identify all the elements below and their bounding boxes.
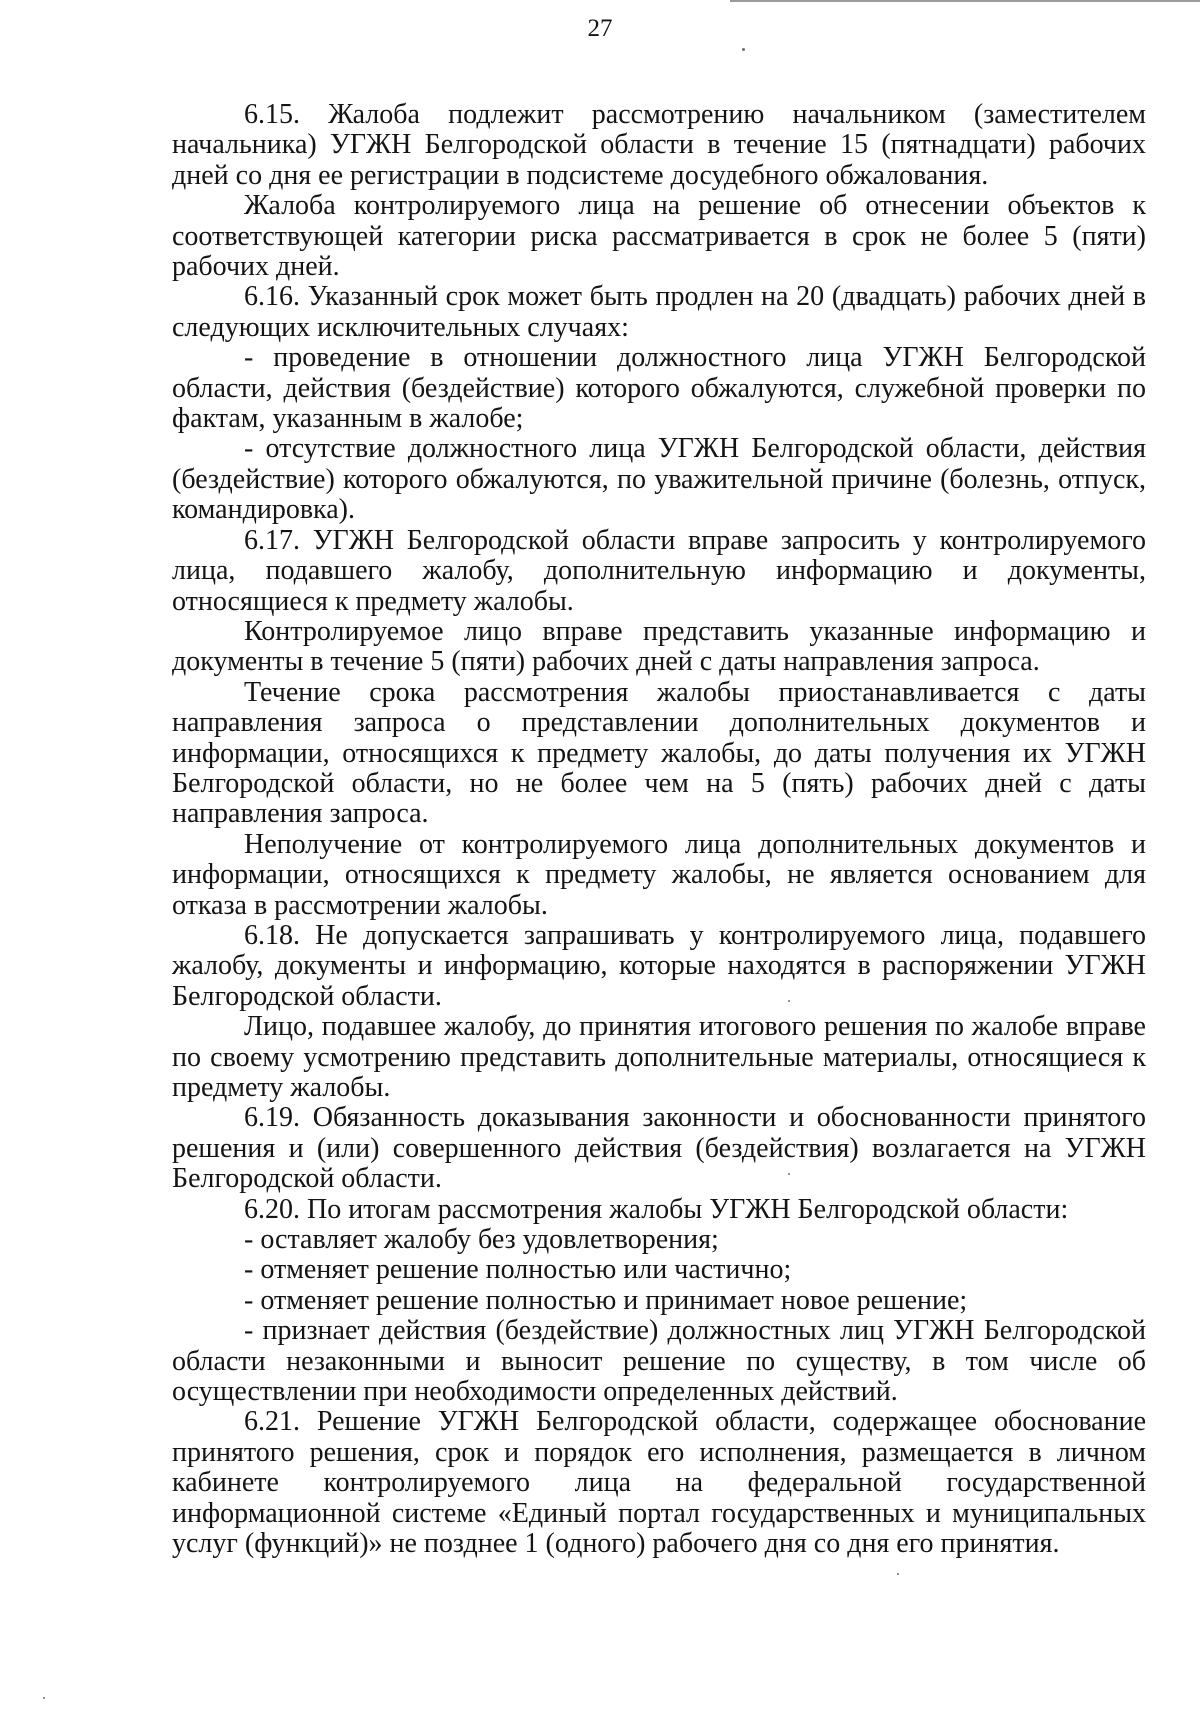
- scan-edge-line: [730, 0, 1200, 2]
- paragraph-6-18: 6.18. Не допускается запрашивать у контролируемого лица, подавшего жалобу, документы и информацию, которые находятся в распоряжении УГЖН Белгородской области.: [172, 919, 1146, 1012]
- paragraph-6-16: 6.16. Указанный срок может быть продлен на 20 (двадцать) рабочих дней в следующих исключительных случаях:: [172, 281, 1146, 343]
- scan-speck: [788, 1000, 790, 1002]
- list-item-absence: - отсутствие должностного лица УГЖН Белгородской области, действия (бездействие) которого обжалуются, по уважительной причине (болезнь, отпуск, командировка).: [172, 433, 1146, 526]
- paragraph-6-21: 6.21. Решение УГЖН Белгородской области, содержащее обоснование принятого решения, срок и порядок его исполнения, размещается в личном кабинете контролируемого лица на федеральной государственной информационной системе «Единый портал государственных и муниципальных услуг (функций)» не позднее 1 (одного) рабочего дня со дня его принятия.: [172, 1406, 1146, 1560]
- list-item-inspection: - проведение в отношении должностного лица УГЖН Белгородской области, действия (бездействие) которого обжалуются, служебной проверки по фактам, указанным в жалобе;: [172, 342, 1146, 435]
- list-item-cancel-new: - отменяет решение полностью и принимает новое решение;: [244, 1284, 968, 1316]
- paragraph-6-20: 6.20. По итогам рассмотрения жалобы УГЖН Белгородской области:: [244, 1193, 1069, 1225]
- paragraph-6-15-risk: Жалоба контролируемого лица на решение об отнесении объектов к соответствующей категории риска рассматривается в срок не более 5 (пяти) рабочих дней.: [172, 190, 1146, 283]
- paragraph-6-17-submit: Контролируемое лицо вправе представить указанные информацию и документы в течение 5 (пяти) рабочих дней с даты направления запроса.: [172, 615, 1146, 678]
- list-item-cancel-partial: - отменяет решение полностью или частично;: [244, 1254, 792, 1286]
- page-number: 27: [587, 15, 613, 42]
- paragraph-6-18-materials: Лицо, подавшее жалобу, до принятия итогового решения по жалобе вправе по своему усмотрению представить дополнительные материалы, относящиеся к предмету жалобы.: [172, 1011, 1146, 1103]
- paragraph-6-19: 6.19. Обязанность доказывания законности и обоснованности принятого решения и (или) совершенного действия (бездействия) возлагается на УГЖН Белгородской области.: [172, 1102, 1146, 1195]
- list-item-leave-unsatisfied: - оставляет жалобу без удовлетворения;: [244, 1224, 719, 1256]
- list-item-unlawful: - признает действия (бездействие) должностных лиц УГЖН Белгородской области незаконными и выносит решение по существу, в том числе об осуществлении при необходимости определенных действий.: [172, 1315, 1146, 1408]
- document-body: [172, 100, 1146, 1560]
- paragraph-6-15: 6.15. Жалоба подлежит рассмотрению начальником (заместителем начальника) УГЖН Белгородской области в течение 15 (пятнадцати) рабочих дней со дня ее регистрации в подсистеме досудебного обжалования.: [172, 99, 1146, 191]
- paragraph-6-17: 6.17. УГЖН Белгородской области вправе запросить у контролируемого лица, подавшего жалобу, дополнительную информацию и документы, относящиеся к предмету жалобы.: [172, 524, 1146, 617]
- paragraph-6-17-nonreceipt: Неполучение от контролируемого лица дополнительных документов и информации, относящихся к предмету жалобы, не является основанием для отказа в рассмотрении жалобы.: [172, 828, 1146, 921]
- scan-speck: [43, 1697, 45, 1699]
- scan-speck: [788, 1173, 790, 1175]
- scan-speck: [742, 48, 745, 51]
- scan-speck: [897, 1573, 899, 1575]
- paragraph-6-17-suspend: Течение срока рассмотрения жалобы приостанавливается с даты направления запроса о представлении дополнительных документов и информации, относящихся к предмету жалобы, до даты получения их УГЖН Белгородской области, но не более чем на 5 (пять) рабочих дней с даты направления запроса.: [172, 676, 1146, 830]
